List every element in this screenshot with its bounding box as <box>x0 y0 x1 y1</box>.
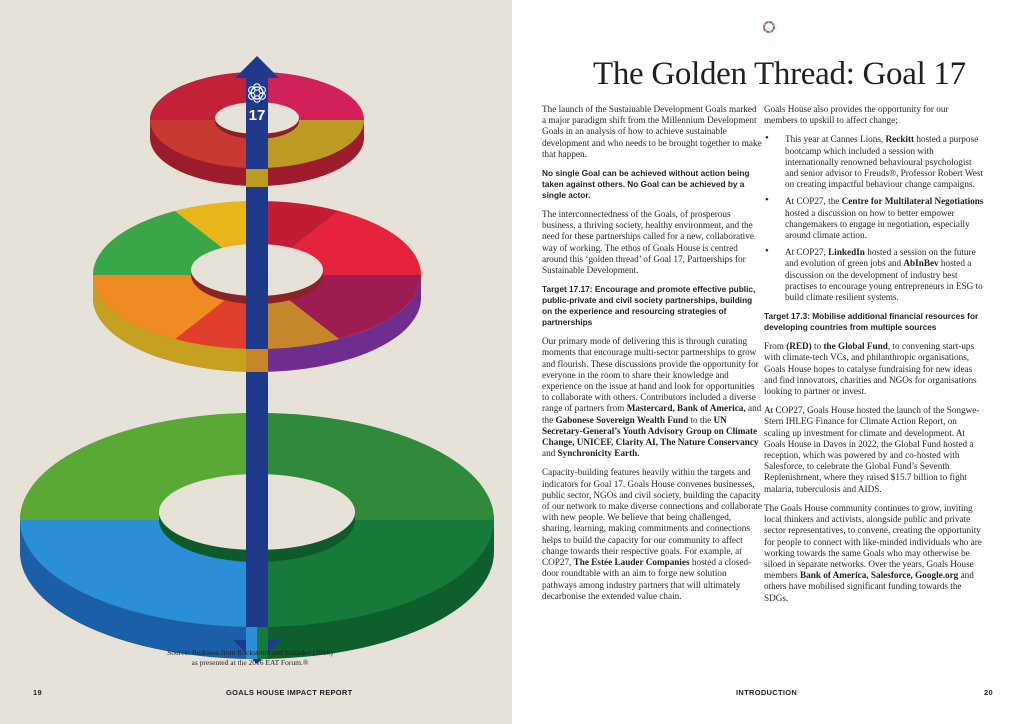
highlight-statement: No single Goal can be achieved without action being taken against others. No Goal can be achieved by a single actor. <box>542 168 750 201</box>
community-paragraph: The Goals House community continues to grow, inviting local thinkers and activists, alongside public and private sector representatives, to convene, creating the opportunity for people to connect with like-minded individuals who are working towards the same Goals who may otherwise be siloed in separate networks. Over the years, Goals House members Bank of America, Salesforce, Google.org and others have mobilised significant funding towards the SDGs. <box>764 502 982 603</box>
capacity-building-paragraph: Capacity-building features heavily within the targets and indicators for Goal 17. Goals House convenes businesses, public sector, NGOs and civil society, building the capacity of our network to make diverse connections and collaborate with new people. We believe that being challenged, sharing, learning, making commitments and connections helps to build the capacity for our community to affect change towards their respective goals. For example, at COP27, The Estée Lauder Companies hosted a closed-door roundtable with an aim to forge new solution pathways among industry partners that will ultimately decarbonise the extended value chain. <box>542 467 762 601</box>
source-note <box>150 648 350 668</box>
sdg-wheel-icon <box>763 21 775 33</box>
list-item: • At COP27, LinkedIn hosted a session on the future and evolution of green jobs and AbInBev hosted a discussion on the development of industry best practises to encourage young entrepreneurs in ESG to build climate resilient systems. <box>765 245 983 303</box>
source-note-line-1: Source: Redrawn from Rockström and Sukhdev (2016) <box>167 648 333 657</box>
target-17-17-heading: Target 17.17: Encourage and promote effective public, public-private and civil society partnerships, building on the experience and resourcing strategies of partnerships <box>542 284 756 328</box>
upskill-paragraph: Goals House also provides the opportunity for our members to upskill to affect change; <box>764 104 949 126</box>
page-title: The Golden Thread: Goal 17 <box>593 56 966 92</box>
list-item: • At COP27, the Centre for Multilateral Negotiations hosted a discussion on how to better empower changemakers to engage in negotiation, especially around climate action. <box>765 194 984 241</box>
target-17-3-heading: Target 17.3: Mobilise additional financial resources for developing countries from multiple sources <box>764 311 979 333</box>
cop27-paragraph: At COP27, Goals House hosted the launch of the Songwe-Stern IHLEG Finance for Climate Action Report, on scaling up investment for climate and development. At Goals House in Davos in 2022, the Global Fund hosted a reception, which was powered by and co-hosted with Salesforce, to celebrate the Global Fund’s Seventh Replenishment, where they raised $15.7 billion to fight malaria, tuberculosis and AIDS. <box>764 405 980 494</box>
partners-paragraph: Our primary mode of delivering this is through curating moments that encourage multi-sector partnerships to grow and flourish. These discussions provide the opportunity for everyone in the room to share their knowledge and experience on the issue at hand and look for opportunities to collaborate with others. Contributors included a diverse range of partners from Mastercard, Bank of America, and the Gabonese Sovereign Wealth Fund to the UN Secretary-General’s Youth Advisory Group on Climate Change, UNICEF, Clarity AI, The Nature Conservancy and Synchronicity Earth. <box>542 336 762 459</box>
text-column-left <box>542 104 762 610</box>
text-column-right <box>764 104 984 612</box>
source-note-line-2: as presented at the 2016 EAT Forum.® <box>191 658 309 667</box>
page-number-left: 19 <box>33 688 42 697</box>
footer-section-label: INTRODUCTION <box>736 688 798 697</box>
intro-paragraph: The launch of the Sustainable Development Goals marked a major paradigm shift from the Millennium Development Goals in an analysis of how to achieve sustainable development and who needs to be brought together to make that happen. <box>542 104 762 159</box>
goal-17-badge-number: 17 <box>248 107 266 124</box>
footer-report-title: GOALS HOUSE IMPACT REPORT <box>226 688 353 697</box>
interconnectedness-paragraph: The interconnectedness of the Goals, of prosperous business, a thriving society, healthy environment, and the need for these partnerships called for a new, collaborative way of working. The ethos of Goals House is centred around this ‘golden thread’ of Goal 17, Partnerships for Sustainable Development. <box>542 209 754 276</box>
fundraising-paragraph: From (RED) to the Global Fund, to convening start-ups with climate-tech VCs, and philanthropic organisations, Goals House hopes to catalyse fundraising for new ideas and find innovators, charities and NGOs for organisations looking to partner or invest. <box>764 341 977 397</box>
upskill-bullet-list <box>764 134 984 303</box>
list-item: • This year at Cannes Lions, Reckitt hosted a purpose bootcamp which included a session with internationally renowned behavioural psychologist and senior advisor to Freuds®, Professor Robert West on creating impactful behaviour change campaigns. <box>765 132 983 190</box>
right-page <box>512 0 1024 724</box>
page-number-right: 20 <box>984 688 993 697</box>
